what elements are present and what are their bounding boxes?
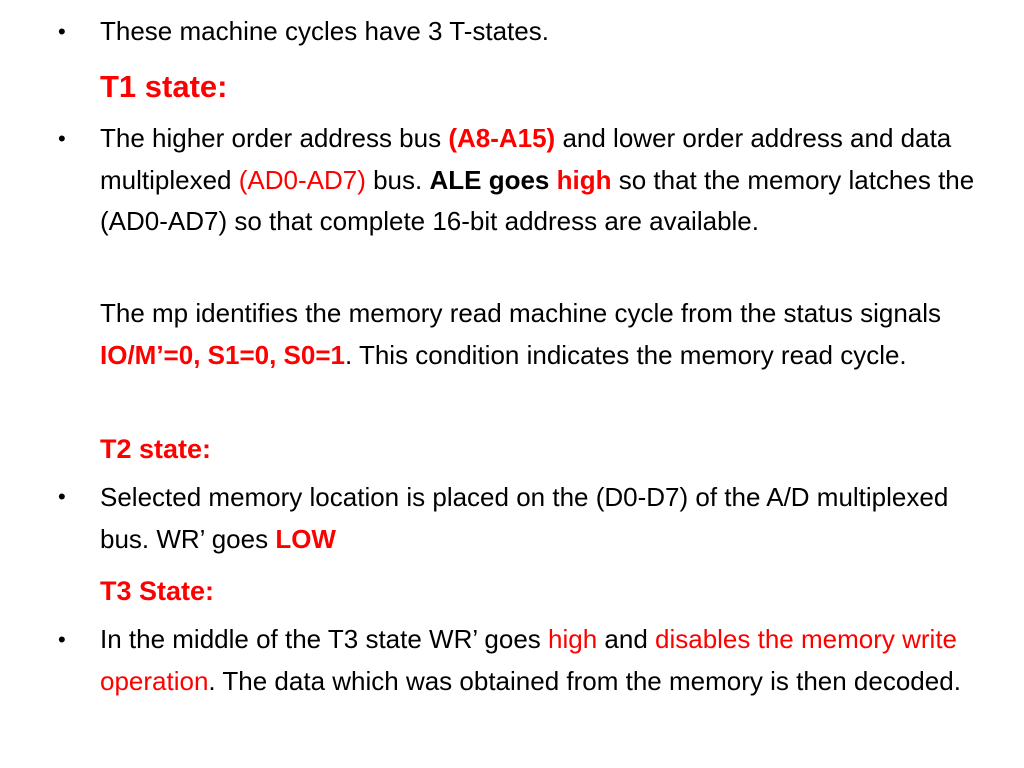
t1-paragraph-2 <box>100 293 1000 376</box>
ale-bold: ALE goes <box>429 164 557 195</box>
bullet-marker: • <box>58 19 66 44</box>
bullet-marker: • <box>58 126 66 151</box>
t3-paragraph <box>100 619 1000 702</box>
intro-text: These machine cycles have 3 T-states. <box>100 16 549 46</box>
bullet-marker: • <box>58 484 66 509</box>
text-span: Selected memory location is placed on the (D0-D7) of the A/D multiplexed bus. WR’ goes <box>100 482 949 554</box>
address-bus-highlight: (A8-A15) <box>448 123 556 153</box>
text-span: . This condition indicates the memory read cycle. <box>344 339 907 370</box>
text-span: bus. <box>365 164 430 195</box>
ad-bus-highlight: (AD0-AD7) <box>238 164 366 195</box>
status-signals-highlight: IO/M’=0, S1=0, S0=1 <box>100 339 345 370</box>
t1-heading: T1 state: <box>100 69 228 104</box>
text-span: and lower order address and data multiplexed <box>100 123 952 195</box>
high-highlight: high <box>556 164 612 195</box>
t3-heading: T3 State: <box>100 576 215 606</box>
text-span: The mp identifies the memory read machine cycle from the status signals <box>100 298 942 328</box>
bullet-marker: • <box>58 627 66 652</box>
disables-highlight: disables the memory write operation <box>100 624 957 696</box>
text-span: so that the memory latches the (AD0-AD7) so that complete 16-bit address are available. <box>100 164 975 236</box>
text-span: The higher order address bus <box>100 123 449 153</box>
t2-heading: T2 state: <box>100 434 212 464</box>
text-span: and <box>597 624 655 654</box>
high-highlight: high <box>548 624 598 654</box>
t1-paragraph-1 <box>100 118 1000 243</box>
low-highlight: LOW <box>275 523 336 554</box>
text-span: In the middle of the T3 state WR’ goes <box>100 624 549 654</box>
intro-paragraph <box>100 11 1000 53</box>
text-span: . The data which was obtained from the memory is then decoded. <box>208 665 961 696</box>
t2-paragraph <box>100 477 1000 560</box>
